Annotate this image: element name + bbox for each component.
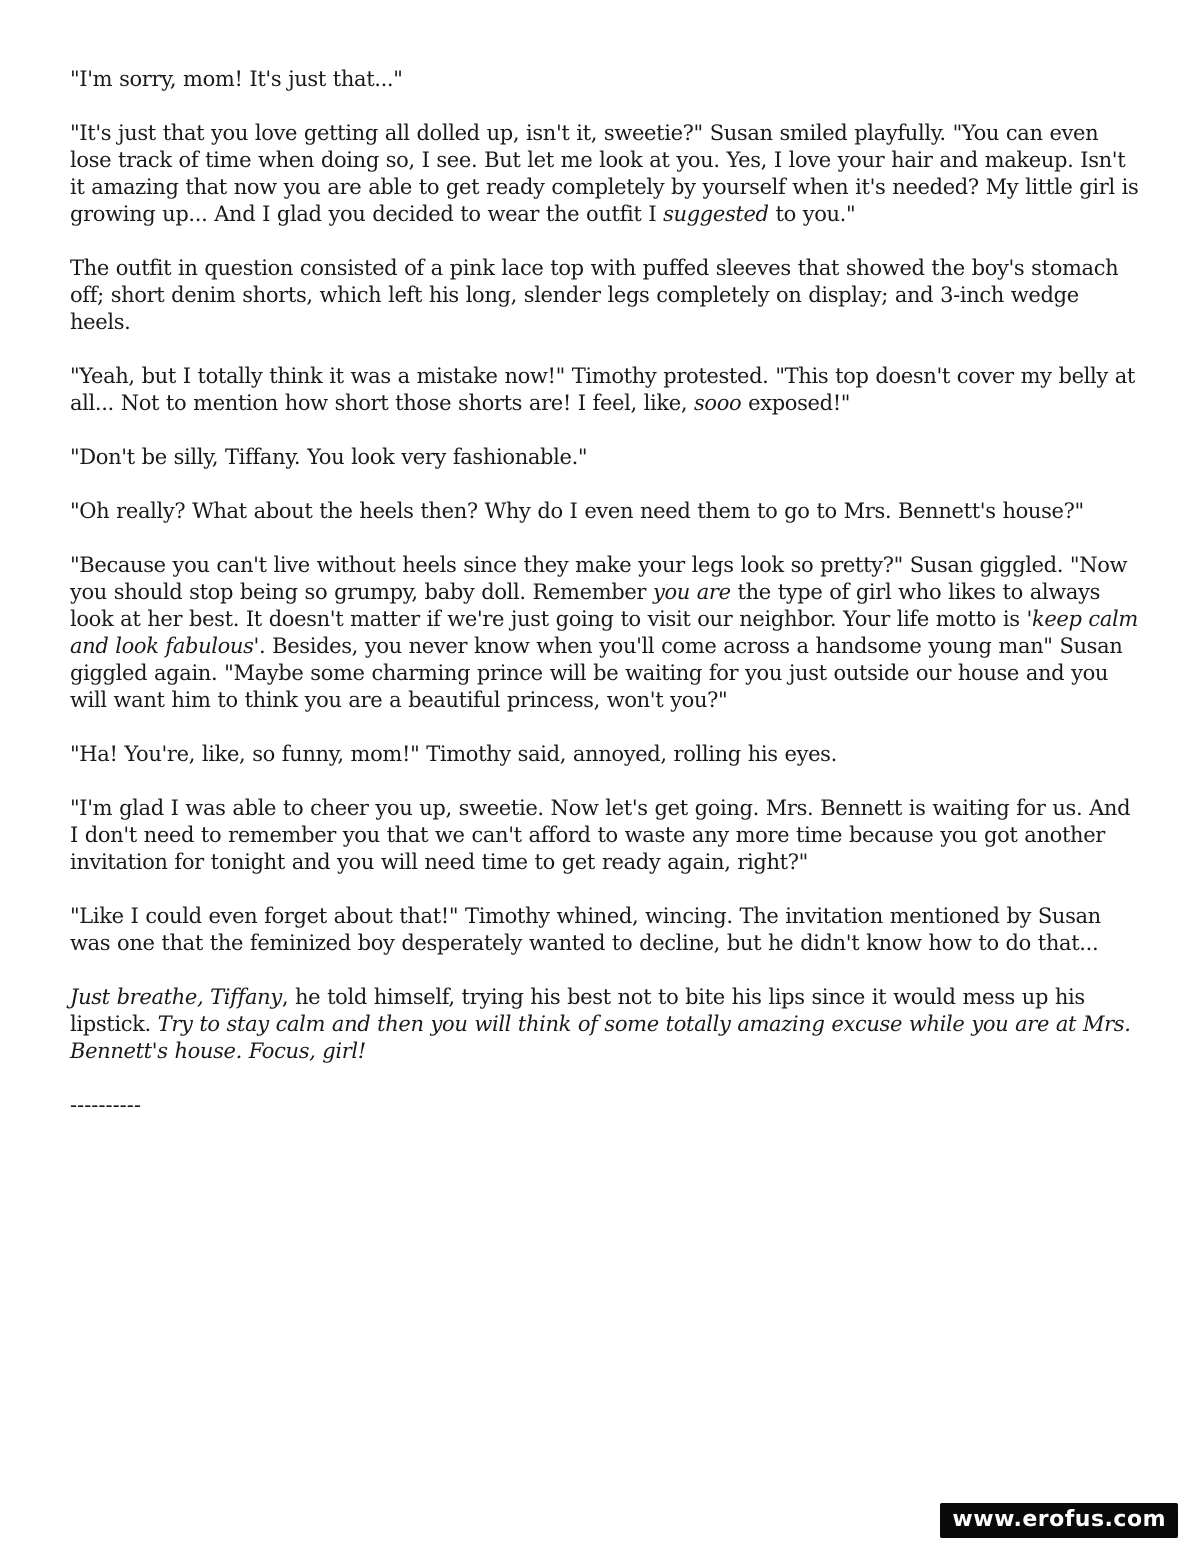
text-segment: exposed!" — [741, 391, 851, 415]
paragraph-p3 — [70, 255, 1140, 336]
italic-text: Try to stay calm and then you will think of some totally amazing excuse while you are at Mrs. Bennett's house. Focus, girl! — [70, 1012, 1131, 1063]
paragraph-p1 — [70, 66, 1140, 93]
text-segment: "Oh really? What about the heels then? Why do I even need them to go to Mrs. Bennett's house?" — [70, 499, 1084, 523]
italic-text: Just breathe, Tiffany — [70, 985, 282, 1009]
italic-text: sooo — [694, 391, 742, 415]
paragraph-p2 — [70, 120, 1140, 228]
text-segment: "Don't be silly, Tiffany. You look very fashionable." — [70, 445, 588, 469]
paragraph-p8 — [70, 741, 1140, 768]
paragraph-p6 — [70, 498, 1140, 525]
text-segment: The outfit in question consisted of a pink lace top with puffed sleeves that showed the boy's stomach off; short denim shorts, which left his long, slender legs completely on display; and 3-inch wedge heels. — [70, 256, 1119, 334]
paragraph-p4 — [70, 363, 1140, 417]
paragraph-p11 — [70, 984, 1140, 1065]
paragraph-p5 — [70, 444, 1140, 471]
text-segment: "I'm sorry, mom! It's just that..." — [70, 67, 403, 91]
text-segment: , he told himself, trying his best not to bite his lips since it would mess up his lipstick. — [70, 985, 1085, 1036]
site-watermark: www.erofus.com — [940, 1503, 1178, 1538]
paragraph-list — [70, 66, 1140, 1065]
paragraph-p7 — [70, 552, 1140, 714]
text-segment: "Yeah, but I totally think it was a mistake now!" Timothy protested. "This top doesn't cover my belly at all... Not to mention how short those shorts are! I feel, like, — [70, 364, 1136, 415]
text-segment: "It's just that you love getting all dolled up, isn't it, sweetie?" Susan smiled playfully. "You can even lose track of time when doing so, I see. But let me look at you. Yes, I love your hair and makeup. Isn't it amazing that now you are able to get ready completely by yourself when it's needed? My little girl is growing up... And I glad you decided to wear the outfit I — [70, 121, 1139, 226]
text-segment: the type of girl who likes to always look at her best. It doesn't matter if we're just going to visit our neighbor. Your life motto is — [70, 580, 1101, 631]
italic-text: 'keep calm and look fabulous' — [70, 607, 1138, 658]
text-segment: "Because you can't live without heels since they make your legs look so pretty?" Susan giggled. "Now you should stop being so grumpy, baby doll. Remember — [70, 553, 1128, 604]
text-segment: . Besides, you never know when you'll come across a handsome young man" Susan giggled again. "Maybe some charming prince will be waiting for you just outside our house and you will want him to think you are a beautiful princess, won't you?" — [70, 634, 1123, 712]
text-segment: "Like I could even forget about that!" Timothy whined, wincing. The invitation mentioned by Susan was one that the feminized boy desperately wanted to decline, but he didn't know how to do that... — [70, 904, 1101, 955]
paragraph-p10 — [70, 903, 1140, 957]
text-segment: "Ha! You're, like, so funny, mom!" Timothy said, annoyed, rolling his eyes. — [70, 742, 837, 766]
italic-text: suggested — [663, 202, 769, 226]
text-segment: to you." — [768, 202, 856, 226]
italic-text: you are — [652, 580, 731, 604]
paragraph-p9 — [70, 795, 1140, 876]
text-segment: "I'm glad I was able to cheer you up, sweetie. Now let's get going. Mrs. Bennett is waiting for us. And I don't need to remember you that we can't afford to waste any more time because you got another invitation for tonight and you will need time to get ready again, right?" — [70, 796, 1131, 874]
section-separator: ---------- — [70, 1093, 141, 1117]
document-page — [70, 66, 1140, 1119]
